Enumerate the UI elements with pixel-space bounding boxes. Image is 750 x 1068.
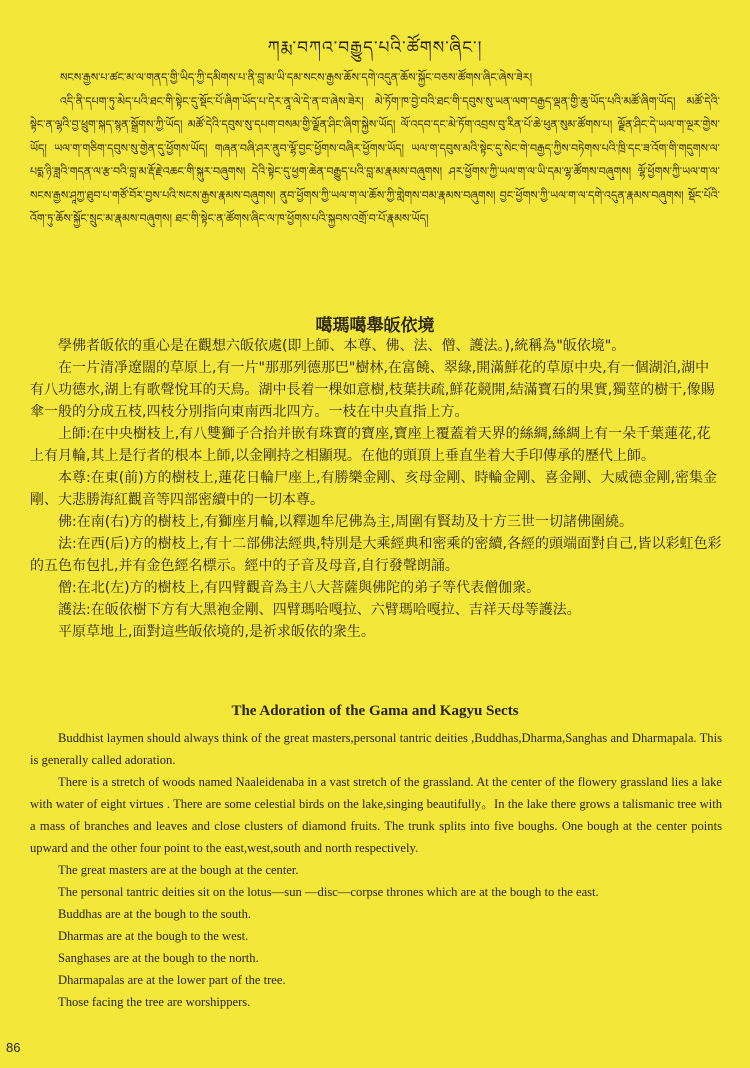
english-text [30,727,722,1013]
english-line-dharmapalas: Dharmapalas are at the lower part of the tree. [58,973,286,987]
chinese-paragraph-sangha: 僧:在北(左)方的樹枝上,有四臂觀音為主八大菩薩與佛陀的弟子等代表僧伽衆。 [58,580,541,596]
chinese-text [30,335,722,643]
english-line-deities: The personal tantric deities sit on the lotus—sun —disc—corpse thrones which are at the bough to the east. [58,885,599,899]
english-line-masters: The great masters are at the bough at the center. [58,863,299,877]
english-line-sanghas: Sanghases are at the bough to the north. [58,951,259,965]
english-title: The Adoration of the Gama and Kagyu Sects [231,703,519,719]
tibetan-paragraph: སངས་རྒྱས་པ་ཚང་མ་ལ་གནད་གྱི་ཡིད་ཀྱི་དམིགས་པ་ནི་བླ་མ་ཡི་དམ་སངས་རྒྱས་ཆོས་དགེ་འདུན་ཆོས་སྐྱོང་བཅས་ཚོགས་ཞིང་ཞེས་ཟེར། [60,71,533,84]
english-line-buddhas: Buddhas are at the bough to the south. [58,907,252,921]
chinese-paragraph: 在一片清凈遼闊的草原上,有一片"那那列德那巴"樹林,在富饒、翠綠,開滿鮮花的草原中央,有一個湖泊,湖中有八功德水,湖上有歌聲悅耳的天鳥。湖中長着一棵如意樹,枝葉扶疏,鮮花競開,結滿寶石的果實,獨莖的樹干,像賜傘一般的分成五枝,四枝分別指向東南西北四方。一枝在中央直指上方。 [30,360,715,420]
english-line-dharmas: Dharmas are at the bough to the west. [58,929,249,943]
chinese-paragraph-deities: 本尊:在東(前)方的樹枝上,蓮花日輪尸座上,有勝樂金剛、亥母金剛、時輪金剛、喜金剛、大威德金剛,密集金剛、大悲勝海紅觀音等四部密續中的一切本尊。 [30,470,717,508]
chinese-paragraph-dharma: 法:在西(后)方的樹枝上,有十二部佛法經典,特別是大乘經典和密乘的密續,各經的頭端面對自己,皆以彩虹色彩的五色布包扎,并有金色經名標示。經中的子音及母音,自行發聲朗誦。 [30,536,722,574]
english-paragraph: There is a stretch of woods named Naaleidenaba in a vast stretch of the grassland. At the center of the flowery grassland lies a lake with water of eight virtues . There are some celestial birds on the lake,singing beautifully。In the lake there grows a talismanic tree with a mass of branches and leaves and close clusters of diamond fruits. The trunk splits into five boughs. One bough at the center points upward and the other four point to the east,west,south and north respectively. [30,775,722,855]
chinese-paragraph-masters: 上師:在中央樹枝上,有八雙獅子合抬并嵌有珠寶的寶座,寶座上覆蓋着天界的絲綢,絲綢上有一朵千葉蓮花,花上有月輪,其上是行者的根本上師,以金剛持之相顯現。在他的頭頂上垂直坐着大手印傳承的歷代上師。 [30,426,711,464]
chinese-paragraph-beings: 平原草地上,面對這些皈依境的,是祈求皈依的衆生。 [58,624,375,640]
tibetan-text [30,66,720,231]
page-number: 86 [6,1040,21,1055]
chinese-title: 噶瑪噶舉皈依境 [315,316,435,336]
tibetan-paragraph: འདི་ནི་དཔག་ཏུ་མེད་པའི་ཐང་གི་སྟེང་དུ་སྡོང་པོ་ཞིག་ཡོད་པ་དེར་ནཱ་ལེ་དེ་ན་བ་ཞེས་ཟེར། མེ་ཏོག་ཁ་བྱེ་བའི་ཐང་གི་དབུས་སུ་ཡན་ལག་བརྒྱད་ལྡན་གྱི་ཆུ་ཡོད་པའི་མཚོ་ཞིག་ཡོད། མཚོ་དེའི་སྟེང་ན་ལྷའི་བྱ་ཕྲུག་སྐད་སྙན་སྒྲོགས་ཀྱི་ཡོད། མཚོ་དེའི་དབུས་སུ་དཔག་བསམ་གྱི་ལྗོན་ཤིང་ཞིག་སྐྱེས་ཡོད། ལོ་འདབ་དང་མེ་ཏོག་འབྲས་བུ་རིན་པོ་ཆེ་ཕུན་སུམ་ཚོགས་པ། ལྗོན་ཤིང་དེ་ཡལ་ག་ལྔར་གྱེས་ཡོད། ཡལ་ག་གཅིག་དབུས་སུ་གྱེན་དུ་ཕྱོགས་ཡོད། གཞན་བཞི་ཤར་ནུབ་ལྷོ་བྱང་ཕྱོགས་བཞིར་ཕྱོགས་ཡོད། ཡལ་ག་དབུས་མའི་སྟེང་དུ་སེང་གེ་བརྒྱད་ཀྱིས་བཏེགས་པའི་ཁྲི་དང་ཟ་འོག་གི་གདུགས་ལ་པདྨ་ཉི་ཟླའི་གདན་ལ་རྩ་བའི་བླ་མ་རྡོ་རྗེ་འཆང་གི་སྐུར་བཞུགས། དེའི་སྟེང་དུ་ཕྱག་ཆེན་བརྒྱུད་པའི་བླ་མ་རྣམས་བཞུགས། ཤར་ཕྱོགས་ཀྱི་ཡལ་ག་ལ་ཡི་དམ་ལྷ་ཚོགས་བཞུགས། ལྷོ་ཕྱོགས་ཀྱི་ཡལ་ག་ལ་སངས་རྒྱས་ཤཱཀྱ་ཐུབ་པ་གཙོ་བོར་བྱས་པའི་སངས་རྒྱས་རྣམས་བཞུགས། ནུབ་ཕྱོགས་ཀྱི་ཡལ་ག་ལ་ཆོས་ཀྱི་གླེགས་བམ་རྣམས་བཞུགས། བྱང་ཕྱོགས་ཀྱི་ཡལ་ག་ལ་དགེ་འདུན་རྣམས་བཞུགས། སྡོང་པོའི་འོག་ཏུ་ཆོས་སྐྱོང་སྲུང་མ་རྣམས་བཞུགས། ཐང་གི་སྟེང་ན་ཚོགས་ཞིང་ལ་ཁ་ཕྱོགས་པའི་སྐྱབས་འགྲོ་བ་པོ་རྣམས་ཡོད། [30,94,720,225]
tibetan-title: ཀརྨ་བཀའ་བརྒྱུད་པའི་ཚོགས་ཞིང་། [267,38,483,58]
chinese-paragraph-buddhas: 佛:在南(右)方的樹枝上,有獅座月輪,以釋迦牟尼佛為主,周圍有賢劫及十方三世一切諸佛圍繞。 [58,514,633,530]
english-line-worshippers: Those facing the tree are worshippers. [58,995,251,1009]
english-paragraph: Buddhist laymen should always think of the great masters,personal tantric deities ,Buddhas,Dharma,Sanghas and Dharmapala. This is generally called adoration. [30,731,722,767]
chinese-paragraph-protectors: 護法:在皈依樹下方有大黑袍金剛、四臂瑪哈嘎拉、六臂瑪哈嘎拉、吉祥天母等護法。 [58,602,581,618]
chinese-paragraph: 學佛者皈依的重心是在觀想六皈依處(即上師、本尊、佛、法、僧、護法。),統稱為"皈依境"。 [58,338,626,354]
